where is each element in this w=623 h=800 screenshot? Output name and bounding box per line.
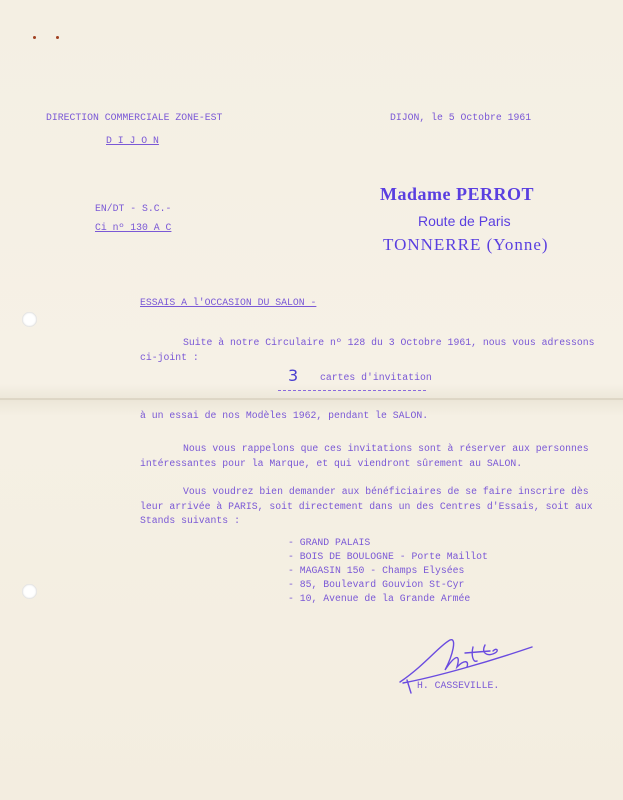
recipient-street: Route de Paris — [418, 213, 511, 229]
letter-date: DIJON, le 5 Octobre 1961 — [390, 112, 532, 123]
stand-item: - BOIS DE BOULOGNE - Porte Maillot — [288, 551, 488, 562]
reference-line-1: EN/DT - S.C.- — [95, 203, 172, 214]
signatory-name: H. CASSEVILLE. — [417, 680, 500, 691]
count-underline — [278, 390, 426, 391]
paragraph-1-line-1: Suite à notre Circulaire nº 128 du 3 Octobre 1961, nous vous adressons — [183, 337, 595, 348]
paragraph-4-line-1: Vous voudrez bien demander aux bénéficiaires de se faire inscrire dès — [183, 486, 589, 497]
punch-hole — [22, 584, 37, 599]
stand-item: - GRAND PALAIS — [288, 537, 371, 548]
paragraph-4-line-2: leur arrivée à PARIS, soit directement dans un des Centres d'Essais, soit aux — [140, 501, 593, 512]
paper-stain — [33, 36, 36, 39]
paper-stain — [56, 36, 59, 39]
sender-city: D I J O N — [106, 135, 159, 146]
stand-item: - 85, Boulevard Gouvion St-Cyr — [288, 579, 465, 590]
paragraph-3-line-1: Nous vous rappelons que ces invitations sont à réserver aux personnes — [183, 443, 589, 454]
stand-item: - MAGASIN 150 - Champs Elysées — [288, 565, 465, 576]
recipient-city: TONNERRE (Yonne) — [383, 235, 549, 254]
recipient-name: Madame PERROT — [380, 184, 534, 204]
paper-fold — [0, 398, 623, 400]
paragraph-1-line-2: ci-joint : — [140, 352, 199, 363]
paragraph-3-line-2: intéressantes pour la Marque, et qui viendront sûrement au SALON. — [140, 458, 523, 469]
paragraph-2: à un essai de nos Modèles 1962, pendant le SALON. — [140, 410, 429, 421]
count-label: cartes d'invitation — [320, 372, 432, 383]
handwritten-count: 3 — [288, 366, 299, 385]
stand-item: - 10, Avenue de la Grande Armée — [288, 593, 471, 604]
paragraph-4-line-3: Stands suivants : — [140, 515, 240, 526]
punch-hole — [22, 312, 37, 327]
reference-line-2: Ci nº 130 A C — [95, 222, 172, 233]
letter-subject: ESSAIS A l'OCCASION DU SALON - — [140, 297, 317, 308]
sender-department: DIRECTION COMMERCIALE ZONE-EST — [46, 112, 223, 123]
